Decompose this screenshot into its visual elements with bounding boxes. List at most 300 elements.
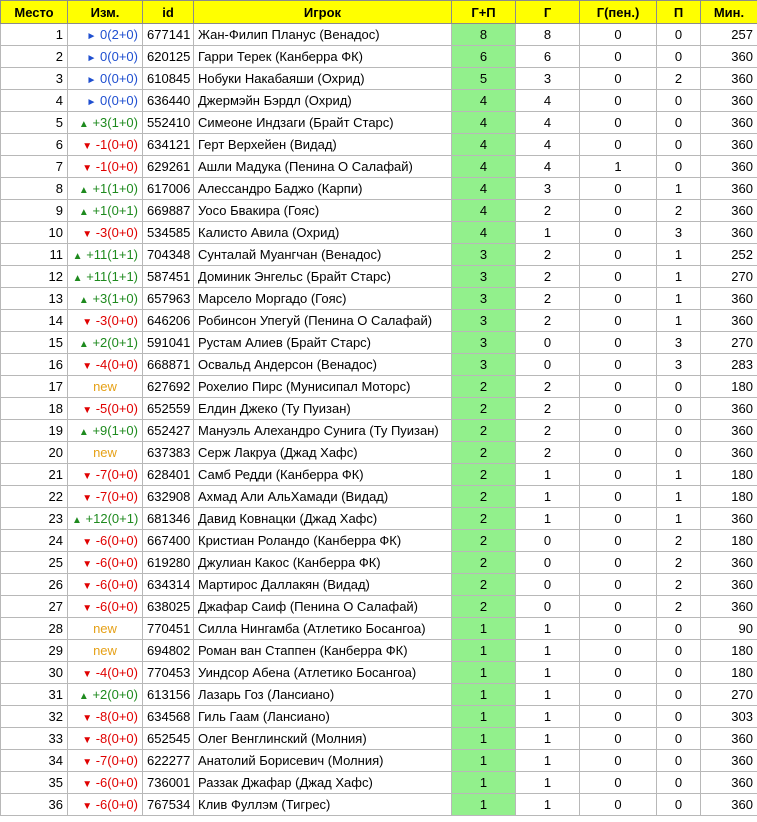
goals-assists-cell: 8	[452, 24, 516, 46]
arrow-down-icon: ▼	[82, 713, 93, 724]
player-id-cell: 587451	[143, 266, 194, 288]
assists-cell: 1	[657, 244, 701, 266]
player-name-cell: Клив Фуллэм (Тигрес)	[194, 794, 452, 816]
place-cell: 16	[1, 354, 68, 376]
goals-cell: 8	[516, 24, 580, 46]
place-cell: 20	[1, 442, 68, 464]
change-cell	[68, 332, 143, 354]
change-value: +11(1+1)	[86, 247, 138, 262]
goals-cell: 2	[516, 288, 580, 310]
change-cell	[68, 728, 143, 750]
minutes-cell: 360	[701, 46, 757, 68]
table-row[interactable]	[1, 156, 757, 178]
player-name-cell: Самб Редди (Канберра ФК)	[194, 464, 452, 486]
player-name-cell: Силла Нингамба (Атлетико Босангоа)	[194, 618, 452, 640]
penalty-goals-cell: 0	[580, 288, 657, 310]
assists-cell: 2	[657, 530, 701, 552]
minutes-cell: 360	[701, 772, 757, 794]
change-value: -3(0+0)	[95, 225, 138, 240]
assists-cell: 3	[657, 222, 701, 244]
goals-cell: 1	[516, 508, 580, 530]
arrow-down-icon: ▼	[82, 801, 93, 812]
change-value: -7(0+0)	[95, 489, 138, 504]
minutes-cell: 360	[701, 310, 757, 332]
arrow-down-icon: ▼	[82, 361, 93, 372]
penalty-goals-cell: 0	[580, 420, 657, 442]
arrow-up-icon: ▲	[78, 207, 89, 218]
assists-cell: 0	[657, 706, 701, 728]
table-row[interactable]	[1, 464, 757, 486]
player-name-cell: Сунталай Муангчан (Венадос)	[194, 244, 452, 266]
table-row[interactable]	[1, 420, 757, 442]
penalty-goals-cell: 0	[580, 46, 657, 68]
player-id-cell: 704348	[143, 244, 194, 266]
table-row[interactable]	[1, 596, 757, 618]
assists-cell: 0	[657, 728, 701, 750]
col-header-change[interactable]: Изм.	[68, 1, 143, 24]
place-cell: 12	[1, 266, 68, 288]
penalty-goals-cell: 0	[580, 310, 657, 332]
player-id-cell: 770453	[143, 662, 194, 684]
goals-assists-cell: 5	[452, 68, 516, 90]
goals-assists-cell: 2	[452, 442, 516, 464]
player-name-cell: Робинсон Упегуй (Пенина О Салафай)	[194, 310, 452, 332]
goals-assists-cell: 4	[452, 178, 516, 200]
minutes-cell: 360	[701, 728, 757, 750]
table-row[interactable]	[1, 222, 757, 244]
player-name-cell: Алессандро Баджо (Карпи)	[194, 178, 452, 200]
change-cell	[68, 266, 143, 288]
place-cell: 24	[1, 530, 68, 552]
goals-assists-cell: 4	[452, 90, 516, 112]
assists-cell: 0	[657, 376, 701, 398]
change-value: new	[93, 621, 117, 636]
player-name-cell: Ахмад Али АльХамади (Видад)	[194, 486, 452, 508]
place-cell: 11	[1, 244, 68, 266]
assists-cell: 0	[657, 794, 701, 816]
change-cell	[68, 112, 143, 134]
minutes-cell: 180	[701, 486, 757, 508]
table-row[interactable]	[1, 706, 757, 728]
minutes-cell: 180	[701, 376, 757, 398]
penalty-goals-cell: 0	[580, 90, 657, 112]
goals-assists-cell: 6	[452, 46, 516, 68]
arrow-up-icon: ▲	[78, 295, 89, 306]
assists-cell: 0	[657, 398, 701, 420]
table-row[interactable]	[1, 750, 757, 772]
col-header-penalty-goals[interactable]: Г(пен.)	[580, 1, 657, 24]
goals-assists-cell: 2	[452, 486, 516, 508]
arrow-down-icon: ▼	[82, 537, 93, 548]
change-value: -4(0+0)	[95, 357, 138, 372]
arrow-up-icon: ▲	[78, 119, 89, 130]
goals-cell: 1	[516, 728, 580, 750]
assists-cell: 1	[657, 508, 701, 530]
goals-assists-cell: 3	[452, 244, 516, 266]
player-name-cell: Мануэль Алехандро Сунига (Ту Пуизан)	[194, 420, 452, 442]
arrow-down-icon: ▼	[82, 141, 93, 152]
place-cell: 23	[1, 508, 68, 530]
player-name-cell: Уосо Бвакира (Гояс)	[194, 200, 452, 222]
table-row[interactable]	[1, 442, 757, 464]
table-row[interactable]	[1, 24, 757, 46]
header-row	[1, 1, 757, 24]
goals-cell: 4	[516, 156, 580, 178]
col-header-goals[interactable]: Г	[516, 1, 580, 24]
minutes-cell: 270	[701, 266, 757, 288]
table-row[interactable]	[1, 266, 757, 288]
minutes-cell: 270	[701, 332, 757, 354]
table-row[interactable]	[1, 574, 757, 596]
goals-assists-cell: 3	[452, 354, 516, 376]
change-cell	[68, 750, 143, 772]
goals-cell: 2	[516, 200, 580, 222]
goals-assists-cell: 2	[452, 398, 516, 420]
place-cell: 9	[1, 200, 68, 222]
goals-assists-cell: 4	[452, 200, 516, 222]
player-id-cell: 632908	[143, 486, 194, 508]
arrow-up-icon: ▲	[78, 339, 89, 350]
goals-assists-cell: 1	[452, 684, 516, 706]
change-cell	[68, 420, 143, 442]
change-cell	[68, 508, 143, 530]
col-header-minutes[interactable]: Мин.	[701, 1, 757, 24]
player-name-cell: Лазарь Гоз (Лансиано)	[194, 684, 452, 706]
change-cell	[68, 552, 143, 574]
goals-assists-cell: 2	[452, 376, 516, 398]
table-row[interactable]	[1, 90, 757, 112]
change-cell	[68, 90, 143, 112]
arrow-down-icon: ▼	[82, 317, 93, 328]
goals-cell: 1	[516, 772, 580, 794]
change-cell	[68, 574, 143, 596]
change-value: +1(0+1)	[92, 203, 138, 218]
player-id-cell: 681346	[143, 508, 194, 530]
minutes-cell: 360	[701, 794, 757, 816]
table-row[interactable]	[1, 310, 757, 332]
change-value: +1(1+0)	[92, 181, 138, 196]
change-value: new	[93, 379, 117, 394]
goals-assists-cell: 2	[452, 420, 516, 442]
penalty-goals-cell: 0	[580, 68, 657, 90]
goals-cell: 1	[516, 662, 580, 684]
goals-assists-cell: 1	[452, 794, 516, 816]
change-value: +3(1+0)	[92, 291, 138, 306]
table-row[interactable]	[1, 200, 757, 222]
player-name-cell: Джулиан Какос (Канберра ФК)	[194, 552, 452, 574]
goals-cell: 2	[516, 420, 580, 442]
minutes-cell: 360	[701, 420, 757, 442]
penalty-goals-cell: 0	[580, 178, 657, 200]
table-row[interactable]	[1, 134, 757, 156]
arrow-down-icon: ▼	[82, 779, 93, 790]
table-row[interactable]	[1, 354, 757, 376]
arrow-down-icon: ▼	[82, 581, 93, 592]
table-row[interactable]	[1, 794, 757, 816]
arrow-down-icon: ▼	[82, 735, 93, 746]
table-row[interactable]	[1, 552, 757, 574]
player-id-cell: 610845	[143, 68, 194, 90]
arrow-right-icon: ►	[86, 31, 97, 42]
penalty-goals-cell: 0	[580, 728, 657, 750]
goals-cell: 6	[516, 46, 580, 68]
change-value: +11(1+1)	[86, 269, 138, 284]
penalty-goals-cell: 0	[580, 266, 657, 288]
player-name-cell: Елдин Джеко (Ту Пуизан)	[194, 398, 452, 420]
table-row[interactable]	[1, 288, 757, 310]
change-cell	[68, 24, 143, 46]
arrow-right-icon: ►	[86, 97, 97, 108]
penalty-goals-cell: 0	[580, 772, 657, 794]
assists-cell: 0	[657, 640, 701, 662]
player-name-cell: Доминик Энгельс (Брайт Старс)	[194, 266, 452, 288]
change-cell	[68, 464, 143, 486]
place-cell: 1	[1, 24, 68, 46]
minutes-cell: 303	[701, 706, 757, 728]
arrow-down-icon: ▼	[82, 163, 93, 174]
player-name-cell: Джафар Саиф (Пенина О Салафай)	[194, 596, 452, 618]
goals-cell: 2	[516, 398, 580, 420]
arrow-down-icon: ▼	[82, 559, 93, 570]
penalty-goals-cell: 0	[580, 244, 657, 266]
goals-assists-cell: 4	[452, 222, 516, 244]
place-cell: 17	[1, 376, 68, 398]
place-cell: 3	[1, 68, 68, 90]
player-id-cell: 667400	[143, 530, 194, 552]
minutes-cell: 180	[701, 530, 757, 552]
place-cell: 19	[1, 420, 68, 442]
penalty-goals-cell: 0	[580, 376, 657, 398]
change-cell	[68, 200, 143, 222]
assists-cell: 2	[657, 552, 701, 574]
place-cell: 26	[1, 574, 68, 596]
minutes-cell: 360	[701, 442, 757, 464]
assists-cell: 1	[657, 266, 701, 288]
goals-assists-cell: 1	[452, 706, 516, 728]
table-row[interactable]	[1, 772, 757, 794]
change-value: 0(0+0)	[100, 49, 138, 64]
player-id-cell: 629261	[143, 156, 194, 178]
table-row[interactable]	[1, 662, 757, 684]
change-value: -8(0+0)	[95, 731, 138, 746]
table-row[interactable]	[1, 398, 757, 420]
table-row[interactable]	[1, 508, 757, 530]
change-cell	[68, 618, 143, 640]
player-id-cell: 634314	[143, 574, 194, 596]
player-name-cell: Гиль Гаам (Лансиано)	[194, 706, 452, 728]
table-row[interactable]	[1, 728, 757, 750]
player-name-cell: Рохелио Пирс (Мунисипал Моторс)	[194, 376, 452, 398]
penalty-goals-cell: 0	[580, 112, 657, 134]
table-row[interactable]	[1, 684, 757, 706]
goals-cell: 2	[516, 266, 580, 288]
minutes-cell: 360	[701, 134, 757, 156]
change-cell	[68, 794, 143, 816]
goals-cell: 3	[516, 178, 580, 200]
minutes-cell: 180	[701, 464, 757, 486]
minutes-cell: 283	[701, 354, 757, 376]
penalty-goals-cell: 1	[580, 156, 657, 178]
assists-cell: 0	[657, 442, 701, 464]
player-id-cell: 638025	[143, 596, 194, 618]
change-value: -6(0+0)	[95, 775, 138, 790]
place-cell: 33	[1, 728, 68, 750]
arrow-up-icon: ▲	[72, 251, 83, 262]
minutes-cell: 360	[701, 288, 757, 310]
place-cell: 13	[1, 288, 68, 310]
goals-assists-cell: 1	[452, 750, 516, 772]
penalty-goals-cell: 0	[580, 222, 657, 244]
change-value: +2(0+0)	[92, 687, 138, 702]
goals-cell: 1	[516, 684, 580, 706]
assists-cell: 1	[657, 486, 701, 508]
minutes-cell: 252	[701, 244, 757, 266]
change-cell	[68, 178, 143, 200]
table-row[interactable]	[1, 486, 757, 508]
arrow-down-icon: ▼	[82, 471, 93, 482]
col-header-id[interactable]: id	[143, 1, 194, 24]
place-cell: 32	[1, 706, 68, 728]
table-row[interactable]	[1, 530, 757, 552]
player-name-cell: Олег Венглинский (Молния)	[194, 728, 452, 750]
table-row[interactable]	[1, 332, 757, 354]
goals-assists-cell: 1	[452, 772, 516, 794]
penalty-goals-cell: 0	[580, 486, 657, 508]
minutes-cell: 360	[701, 178, 757, 200]
change-cell	[68, 596, 143, 618]
change-cell	[68, 706, 143, 728]
player-id-cell: 622277	[143, 750, 194, 772]
place-cell: 35	[1, 772, 68, 794]
place-cell: 31	[1, 684, 68, 706]
player-id-cell: 627692	[143, 376, 194, 398]
change-value: -1(0+0)	[95, 137, 138, 152]
change-value: -1(0+0)	[95, 159, 138, 174]
player-id-cell: 646206	[143, 310, 194, 332]
minutes-cell: 360	[701, 398, 757, 420]
table-row[interactable]	[1, 68, 757, 90]
penalty-goals-cell: 0	[580, 794, 657, 816]
player-id-cell: 657963	[143, 288, 194, 310]
goals-cell: 0	[516, 332, 580, 354]
change-cell	[68, 134, 143, 156]
assists-cell: 0	[657, 662, 701, 684]
col-header-assists[interactable]: П	[657, 1, 701, 24]
penalty-goals-cell: 0	[580, 640, 657, 662]
goals-cell: 0	[516, 552, 580, 574]
table-row[interactable]	[1, 376, 757, 398]
change-cell	[68, 640, 143, 662]
penalty-goals-cell: 0	[580, 200, 657, 222]
player-id-cell: 637383	[143, 442, 194, 464]
table-row[interactable]	[1, 112, 757, 134]
goals-cell: 4	[516, 112, 580, 134]
arrow-up-icon: ▲	[72, 273, 83, 284]
change-value: +2(0+1)	[92, 335, 138, 350]
penalty-goals-cell: 0	[580, 552, 657, 574]
table-row[interactable]	[1, 618, 757, 640]
place-cell: 8	[1, 178, 68, 200]
col-header-goals-assists[interactable]: Г+П	[452, 1, 516, 24]
penalty-goals-cell: 0	[580, 398, 657, 420]
assists-cell: 0	[657, 772, 701, 794]
table-row[interactable]	[1, 46, 757, 68]
change-cell	[68, 156, 143, 178]
place-cell: 27	[1, 596, 68, 618]
place-cell: 30	[1, 662, 68, 684]
table-row[interactable]	[1, 640, 757, 662]
goals-cell: 0	[516, 574, 580, 596]
minutes-cell: 360	[701, 112, 757, 134]
place-cell: 7	[1, 156, 68, 178]
change-value: -7(0+0)	[95, 467, 138, 482]
player-id-cell: 736001	[143, 772, 194, 794]
place-cell: 10	[1, 222, 68, 244]
table-row[interactable]	[1, 178, 757, 200]
player-name-cell: Ашли Мадука (Пенина О Салафай)	[194, 156, 452, 178]
goals-assists-cell: 4	[452, 134, 516, 156]
change-value: +12(0+1)	[85, 511, 139, 526]
minutes-cell: 360	[701, 90, 757, 112]
goals-assists-cell: 3	[452, 288, 516, 310]
goals-cell: 1	[516, 794, 580, 816]
assists-cell: 0	[657, 420, 701, 442]
player-name-cell: Анатолий Борисевич (Молния)	[194, 750, 452, 772]
goals-cell: 1	[516, 486, 580, 508]
minutes-cell: 360	[701, 68, 757, 90]
change-value: -3(0+0)	[95, 313, 138, 328]
change-value: -7(0+0)	[95, 753, 138, 768]
player-name-cell: Нобуки Накабаяши (Охрид)	[194, 68, 452, 90]
change-value: -8(0+0)	[95, 709, 138, 724]
change-cell	[68, 662, 143, 684]
arrow-down-icon: ▼	[82, 669, 93, 680]
player-id-cell: 669887	[143, 200, 194, 222]
minutes-cell: 360	[701, 222, 757, 244]
assists-cell: 2	[657, 596, 701, 618]
table-row[interactable]	[1, 244, 757, 266]
goals-assists-cell: 2	[452, 464, 516, 486]
penalty-goals-cell: 0	[580, 684, 657, 706]
arrow-down-icon: ▼	[82, 603, 93, 614]
place-cell: 28	[1, 618, 68, 640]
penalty-goals-cell: 0	[580, 618, 657, 640]
col-header-player[interactable]: Игрок	[194, 1, 452, 24]
goals-cell: 1	[516, 706, 580, 728]
player-id-cell: 652559	[143, 398, 194, 420]
goals-cell: 3	[516, 68, 580, 90]
goals-cell: 2	[516, 442, 580, 464]
player-id-cell: 668871	[143, 354, 194, 376]
goals-cell: 1	[516, 618, 580, 640]
player-id-cell: 694802	[143, 640, 194, 662]
penalty-goals-cell: 0	[580, 662, 657, 684]
penalty-goals-cell: 0	[580, 354, 657, 376]
place-cell: 15	[1, 332, 68, 354]
place-cell: 14	[1, 310, 68, 332]
penalty-goals-cell: 0	[580, 442, 657, 464]
penalty-goals-cell: 0	[580, 750, 657, 772]
col-header-place[interactable]: Место	[1, 1, 68, 24]
goals-cell: 1	[516, 640, 580, 662]
player-name-cell: Раззак Джафар (Джад Хафс)	[194, 772, 452, 794]
arrow-right-icon: ►	[86, 75, 97, 86]
goals-assists-cell: 2	[452, 508, 516, 530]
change-cell	[68, 46, 143, 68]
player-id-cell: 628401	[143, 464, 194, 486]
penalty-goals-cell: 0	[580, 24, 657, 46]
goals-assists-cell: 3	[452, 310, 516, 332]
